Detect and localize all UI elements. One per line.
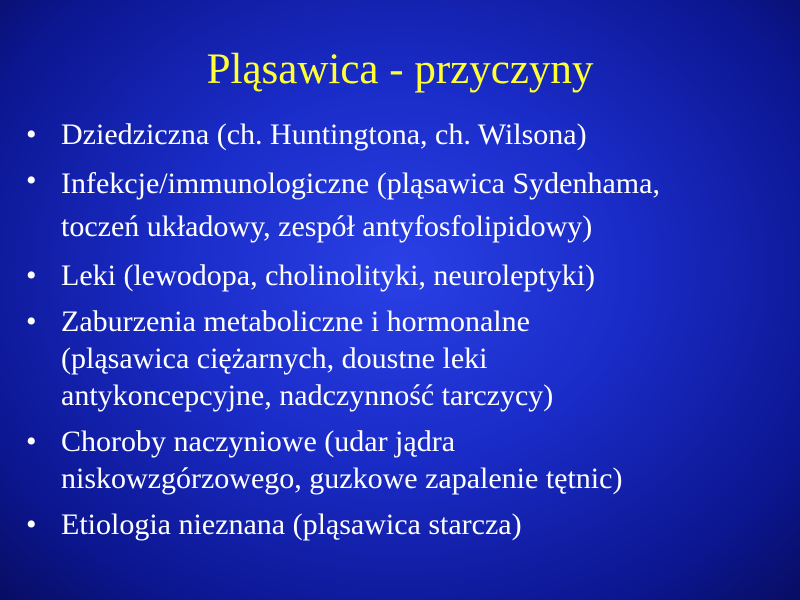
bullet-list [26, 116, 790, 552]
bullet-item [26, 257, 790, 294]
bullet-item [26, 423, 790, 497]
bullet-text: (pląsawica ciężarnych, doustne leki [61, 342, 488, 375]
bullet-item [26, 116, 790, 153]
bullet-item [26, 506, 790, 543]
bullet-dot-icon: • [26, 508, 37, 541]
bullet-dot-icon: • [26, 164, 37, 197]
bullet-text: Infekcje/immunologiczne (pląsawica Sydenhama, [61, 167, 660, 200]
bullet-dot-icon: • [26, 118, 37, 151]
bullet-text: Choroby naczyniowe (udar jądra [61, 425, 456, 458]
bullet-text: Dziedziczna (ch. Huntingtona, ch. Wilsona) [61, 118, 587, 151]
bullet-item [26, 162, 790, 248]
bullet-text: Leki (lewodopa, cholinolityki, neuroleptyki) [61, 259, 596, 292]
slide-title: Pląsawica - przyczyny [206, 46, 594, 93]
bullet-text: antykoncepcyjne, nadczynność tarczycy) [61, 379, 554, 412]
bullet-text: Zaburzenia metaboliczne i hormonalne [61, 305, 530, 338]
bullet-text: niskowzgórzowego, guzkowe zapalenie tętnic) [61, 462, 623, 495]
bullet-item [26, 303, 790, 414]
bullet-text: toczeń układowy, zespół antyfosfolipidowy) [61, 210, 593, 243]
bullet-dot-icon: • [26, 259, 37, 292]
bullet-dot-icon: • [26, 305, 37, 338]
bullet-dot-icon: • [26, 425, 37, 458]
bullet-text: Etiologia nieznana (pląsawica starcza) [61, 508, 522, 541]
